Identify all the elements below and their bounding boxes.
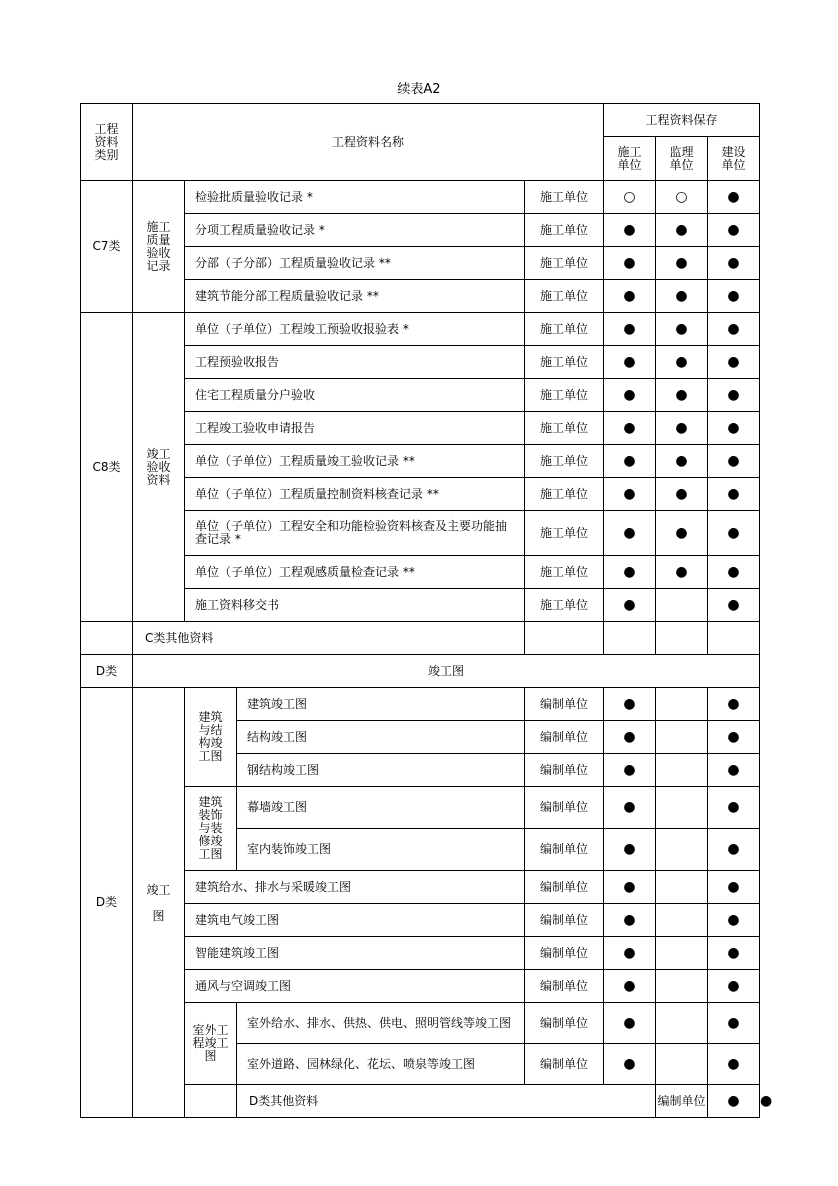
record-source: 施工单位 (525, 247, 604, 280)
record-source: 编制单位 (525, 871, 604, 904)
mark-owner: ● (708, 214, 760, 247)
mark-supervision (656, 1003, 708, 1044)
mark-owner: ● (708, 280, 760, 313)
mark-supervision: ● (656, 379, 708, 412)
record-name: 单位（子单位）工程安全和功能检验资料核查及主要功能抽查记录 * (185, 511, 525, 556)
mark-supervision: ● (656, 214, 708, 247)
record-name: 单位（子单位）工程观感质量检查记录 ** (185, 556, 525, 589)
mark-owner: ● (708, 937, 760, 970)
record-name: 室外道路、园林绿化、花坛、喷泉等竣工图 (237, 1044, 525, 1085)
mark-construction: ● (604, 787, 656, 829)
record-source: 施工单位 (525, 412, 604, 445)
mark-owner: ● (708, 829, 760, 871)
record-source: 施工单位 (525, 313, 604, 346)
record-source: 编制单位 (525, 787, 604, 829)
record-source: 编制单位 (525, 754, 604, 787)
mark-supervision (656, 589, 708, 622)
mark-construction: ● (604, 556, 656, 589)
record-name: 结构竣工图 (237, 721, 525, 754)
mark-owner: ● (708, 754, 760, 787)
record-name: 室外给水、排水、供热、供电、照明管线等竣工图 (237, 1003, 525, 1044)
header-construction-unit: 施工单位 (604, 137, 656, 181)
record-source: 编制单位 (525, 829, 604, 871)
record-name: 智能建筑竣工图 (185, 937, 525, 970)
empty-cell (708, 622, 760, 655)
record-name: 工程竣工验收申请报告 (185, 412, 525, 445)
mark-construction: ● (604, 313, 656, 346)
mark-owner: ● (708, 904, 760, 937)
mark-owner: ● (708, 511, 760, 556)
mark-supervision (656, 829, 708, 871)
mark-owner: ● (708, 970, 760, 1003)
mark-construction: ● (604, 829, 656, 871)
header-supervision-unit: 监理单位 (656, 137, 708, 181)
archive-table: 工程资料类别 工程资料名称 工程资料保存 施工单位 监理单位 建设单位 C7类 施工质量验收记录 检验批质量验收记录 * 施工单位 ○ ○ ● 分项工程质量验收记录 * 施工单位 ● ● ● 分部（子分部）工程质量验收记录 ** 施工单位 ● ● ● 建筑节能分部工程质量验收记录 ** 施工单位 ● ● ● C8类 竣工验收资料 单位（子单位）工程竣工预验收报验表 * 施工单位 ● ● ● 工程预验收报告 施工单位 ● ● ● 住宅工程质量分户验收 施工单位 ● ● ● 工程竣工验收申请报告 施工单位 ● ● ● 单位（子单位）工程质量竣工验收记录 ** 施工单位 ● ● ● 单位（子单位）工程质量控制资料核查记录 ** 施工单位 ● ● ● 单位（子单位）工程安全和功能检验资料核查及主要功能抽查记录 * 施工单位 ● ● ● 单位（子单位）工程观感质量检查记录 ** 施工单位 ● ● ● 施工资料移交书 施工单位 ● ● C类其他资料 D类 竣工图 D类 竣工图 建筑与结构竣工图 建筑竣工图 编制单位 ● ● 结构竣工图 编制单位 ● ● 钢结构竣工图 编制单位 ● ● 建筑装饰与装修竣工图 幕墙竣工图 编制单位 ● ● 室内装饰竣工图 编制单位 ● ● 建筑给水、排水与采暖竣工图 编制单位 ● ● 建筑电气竣工图 编制单位 ● ● 智能建筑竣工图 编制单位 ● ● 通风与空调竣工图 编制单位 ● ● 室外工程竣工图 室外给水、排水、供热、供电、照明管线等竣工图 编制单位 ● ● 室外道路、园林绿化、花坛、喷泉等竣工图 编制单位 ● ● D类其他资料 编制单位 ● ● (80, 103, 760, 1118)
mark-supervision: ● (656, 346, 708, 379)
mark-supervision (656, 1044, 708, 1085)
record-source: 编制单位 (525, 1044, 604, 1085)
group-building-structure: 建筑与结构竣工图 (185, 688, 237, 787)
mark-construction: ● (604, 970, 656, 1003)
category-d: D类 (81, 688, 133, 1118)
mark-construction: ● (604, 247, 656, 280)
subcategory-c8: 竣工验收资料 (133, 313, 185, 622)
record-name: 钢结构竣工图 (237, 754, 525, 787)
header-owner-unit: 建设单位 (708, 137, 760, 181)
mark-owner: ● (708, 871, 760, 904)
group-outdoor: 室外工程竣工图 (185, 1003, 237, 1085)
record-name: 分项工程质量验收记录 * (185, 214, 525, 247)
mark-supervision (656, 970, 708, 1003)
mark-owner: ● (708, 1044, 760, 1085)
mark-owner: ● (708, 589, 760, 622)
empty-cell (81, 622, 133, 655)
record-source: 施工单位 (525, 445, 604, 478)
record-source: 施工单位 (525, 181, 604, 214)
mark-construction: ● (604, 754, 656, 787)
mark-construction: ● (604, 379, 656, 412)
mark-construction: ● (604, 871, 656, 904)
mark-construction: ● (604, 904, 656, 937)
record-name: 分部（子分部）工程质量验收记录 ** (185, 247, 525, 280)
record-name: 建筑竣工图 (237, 688, 525, 721)
mark-supervision: ○ (656, 181, 708, 214)
mark-owner: ● (708, 412, 760, 445)
d-other-label: D类其他资料 (237, 1085, 656, 1118)
mark-owner: ● (708, 379, 760, 412)
mark-construction: ● (604, 346, 656, 379)
mark-supervision: ● (656, 280, 708, 313)
record-name: 建筑节能分部工程质量验收记录 ** (185, 280, 525, 313)
record-source: 施工单位 (525, 280, 604, 313)
record-name: 单位（子单位）工程质量竣工验收记录 ** (185, 445, 525, 478)
mark-owner: ● (708, 556, 760, 589)
record-source: 编制单位 (525, 937, 604, 970)
category-c7: C7类 (81, 181, 133, 313)
mark-construction: ● (604, 214, 656, 247)
record-name: 住宅工程质量分户验收 (185, 379, 525, 412)
mark-supervision: ● (656, 478, 708, 511)
record-source: 施工单位 (525, 511, 604, 556)
mark-construction: ● (604, 280, 656, 313)
mark-construction: ● (604, 1003, 656, 1044)
mark-owner: ● (708, 313, 760, 346)
record-source: 施工单位 (525, 214, 604, 247)
record-name: 室内装饰竣工图 (237, 829, 525, 871)
mark-supervision (656, 871, 708, 904)
record-source: 施工单位 (525, 379, 604, 412)
c-other-label: C类其他资料 (133, 622, 525, 655)
record-source: 编制单位 (525, 1003, 604, 1044)
record-name: 通风与空调竣工图 (185, 970, 525, 1003)
empty-cell (604, 622, 656, 655)
mark-construction: ● (604, 937, 656, 970)
mark-owner: ● (708, 445, 760, 478)
header-category: 工程资料类别 (81, 104, 133, 181)
mark-owner: ● (708, 478, 760, 511)
subcategory-c7: 施工质量验收记录 (133, 181, 185, 313)
empty-cell (185, 1085, 237, 1118)
record-source: 施工单位 (525, 478, 604, 511)
subcategory-d: 竣工图 (133, 688, 185, 1118)
record-name: 单位（子单位）工程质量控制资料核查记录 ** (185, 478, 525, 511)
mark-owner: ● (708, 721, 760, 754)
mark-supervision (656, 787, 708, 829)
record-name: 单位（子单位）工程竣工预验收报验表 * (185, 313, 525, 346)
record-source: 编制单位 (525, 904, 604, 937)
record-name: 幕墙竣工图 (237, 787, 525, 829)
header-name: 工程资料名称 (133, 104, 604, 181)
table-title: 续表A2 (397, 82, 441, 97)
mark-supervision (656, 904, 708, 937)
mark-construction: ● (604, 589, 656, 622)
header-storage: 工程资料保存 (604, 104, 760, 137)
mark-owner: ● (708, 346, 760, 379)
empty-cell (525, 622, 604, 655)
category-d-header: D类 (81, 655, 133, 688)
record-source: 编制单位 (656, 1085, 708, 1118)
record-name: 工程预验收报告 (185, 346, 525, 379)
mark-owner: ● (708, 1003, 760, 1044)
mark-supervision (656, 721, 708, 754)
mark-supervision (656, 937, 708, 970)
mark-construction: ○ (604, 181, 656, 214)
mark-supervision: ● (656, 511, 708, 556)
record-name: 施工资料移交书 (185, 589, 525, 622)
record-source: 施工单位 (525, 346, 604, 379)
mark-supervision: ● (656, 556, 708, 589)
mark-construction: ● (604, 1044, 656, 1085)
mark-construction: ● (604, 688, 656, 721)
mark-owner: ● (708, 688, 760, 721)
mark-construction: ● (604, 445, 656, 478)
mark-supervision: ● (656, 412, 708, 445)
group-decoration: 建筑装饰与装修竣工图 (185, 787, 237, 871)
mark-construction: ● (604, 721, 656, 754)
mark-construction: ● (604, 511, 656, 556)
mark-construction: ● (604, 478, 656, 511)
mark-supervision (656, 688, 708, 721)
mark-construction: ● (708, 1085, 760, 1118)
record-source: 编制单位 (525, 970, 604, 1003)
record-name: 建筑给水、排水与采暖竣工图 (185, 871, 525, 904)
record-source: 编制单位 (525, 721, 604, 754)
d-header-title: 竣工图 (133, 655, 760, 688)
mark-supervision: ● (656, 247, 708, 280)
record-source: 编制单位 (525, 688, 604, 721)
mark-supervision (656, 754, 708, 787)
record-source: 施工单位 (525, 556, 604, 589)
mark-owner: ● (708, 787, 760, 829)
record-source: 施工单位 (525, 589, 604, 622)
mark-supervision: ● (656, 313, 708, 346)
empty-cell (656, 622, 708, 655)
record-name: 建筑电气竣工图 (185, 904, 525, 937)
mark-construction: ● (604, 412, 656, 445)
mark-supervision: ● (656, 445, 708, 478)
mark-owner: ● (708, 247, 760, 280)
record-name: 检验批质量验收记录 * (185, 181, 525, 214)
mark-owner: ● (708, 181, 760, 214)
category-c8: C8类 (81, 313, 133, 622)
